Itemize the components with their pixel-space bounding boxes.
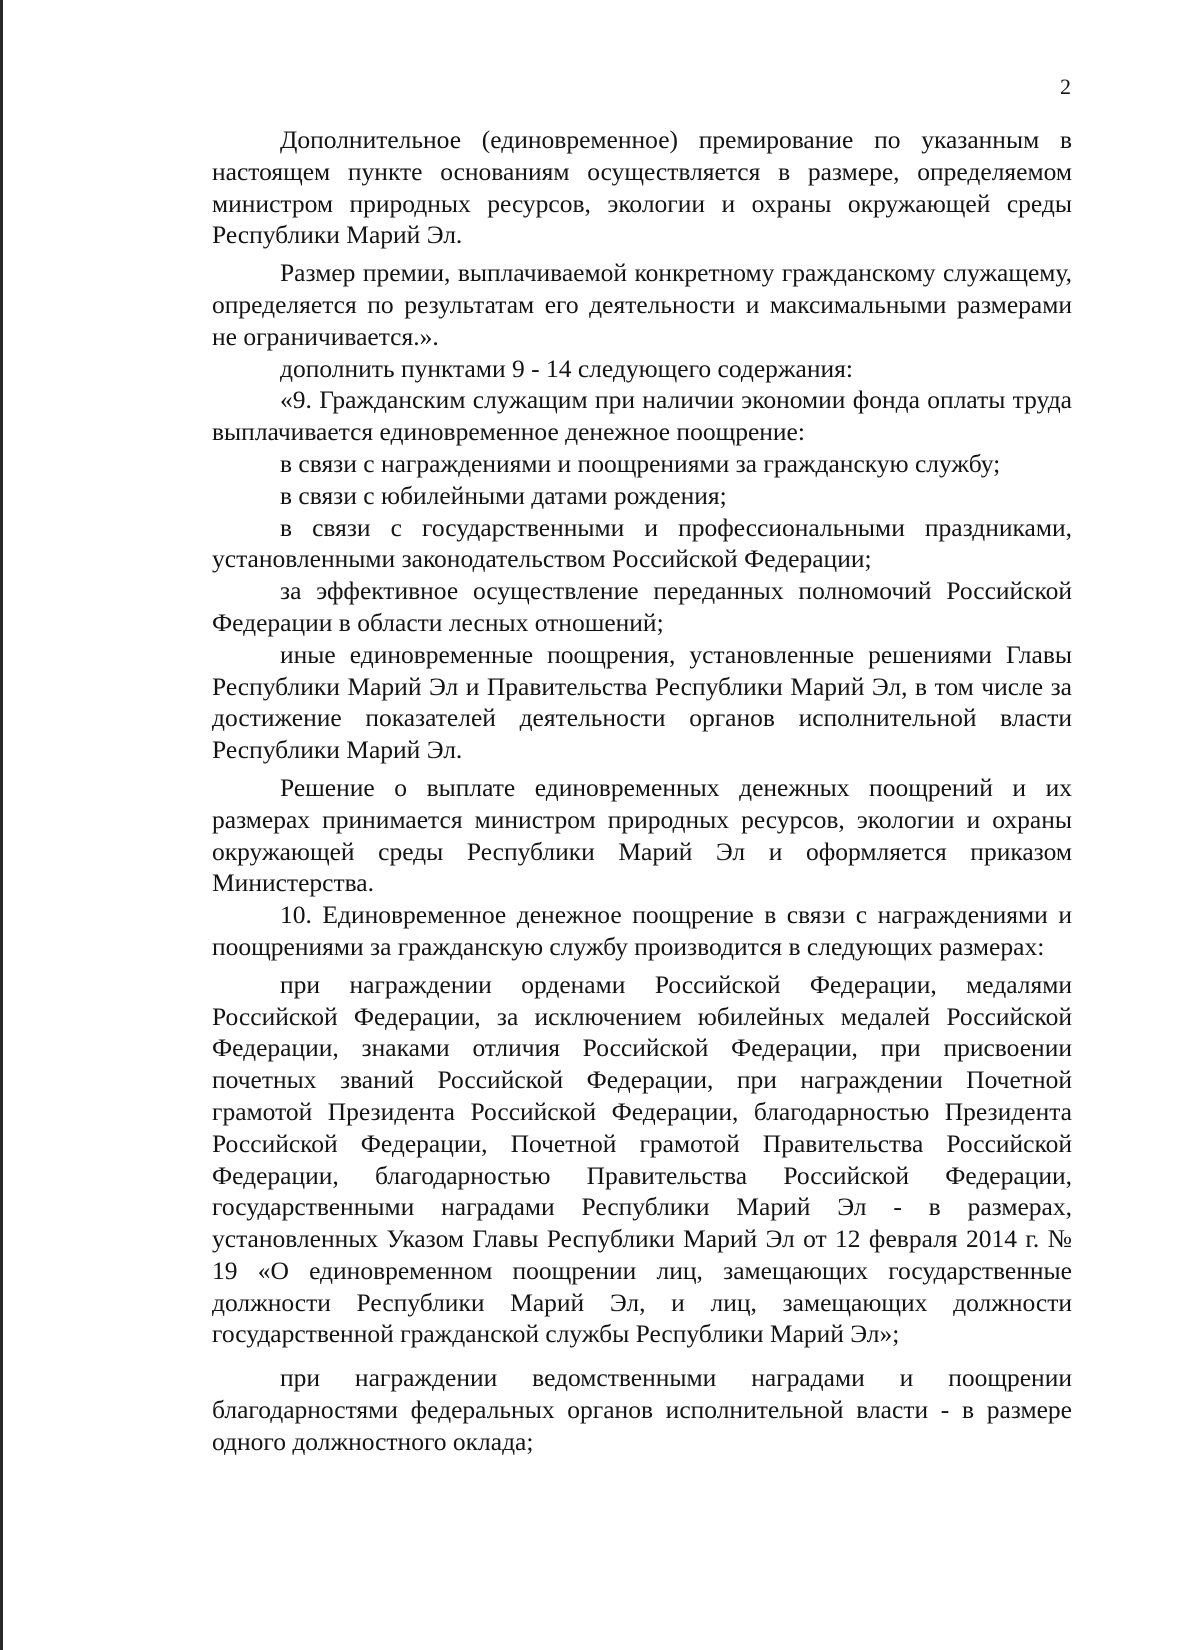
paragraph-bonus-size: Размер премии, выплачиваемой конкретному гражданскому служащему, определяется по результатам его деятельности и максимальными размерами не ограничивается.». <box>212 258 1072 351</box>
paragraph-decision: Решение о выплате единовременных денежных поощрений и их размерах принимается министром природных ресурсов, экологии и охраны окружающей среды Республики Марий Эл и оформляется приказом Министерства. <box>212 772 1072 898</box>
list-item-holidays: в связи с государственными и профессиональными праздниками, установленными законодательством Российской Федерации; <box>212 512 1072 574</box>
paragraph-departmental-awards: при награждении ведомственными наградами и поощрении благодарностями федеральных органов исполнительной власти - в размере одного должностного оклада; <box>212 1363 1072 1456</box>
list-item-awards: в связи с награждениями и поощрениями за гражданскую службу; <box>280 448 1001 478</box>
list-item-forestry: за эффективное осуществление переданных полномочий Российской Федерации в области лесных отношений; <box>212 576 1072 637</box>
paragraph-item-10: 10. Единовременное денежное поощрение в связи с награждениями и поощрениями за гражданскую службу производится в следующих размерах: <box>212 900 1072 961</box>
paragraph-state-awards: при награждении орденами Российской Федерации, медалями Российской Федерации, за исключением юбилейных медалей Российской Федерации, знаками отличия Российской Федерации, при присвоении почетных званий Российской Федерации, при награждении Почетной грамотой Президента Российской Федерации, благодарностью Президента Российской Федерации, Почетной грамотой Правительства Российской Федерации, благодарностью Правительства Российской Федерации, государственными наградами Республики Марий Эл - в размерах, установленных Указом Главы Республики Марий Эл от 12 февраля 2014 г. № 19 «О единовременном поощрении лиц, замещающих государственные должности Республики Марий Эл, и лиц, замещающих должности государственной гражданской службы Республики Марий Эл»; <box>212 969 1072 1349</box>
paragraph-additional-bonus: Дополнительное (единовременное) премирование по указанным в настоящем пункте основаниям осуществляется в размере, определяемом министром природных ресурсов, экологии и охраны окружающей среды Республики Марий Эл. <box>212 125 1072 250</box>
scan-left-edge <box>0 0 3 1650</box>
paragraph-add-items: дополнить пунктами 9 - 14 следующего содержания: <box>280 353 853 383</box>
list-item-other-rewards: иные единовременные поощрения, установленные решениями Главы Республики Марий Эл и Правительства Республики Марий Эл, в том числе за достижение показателей деятельности органов исполнительной власти Республики Марий Эл. <box>212 639 1072 765</box>
page-number: 2 <box>1060 74 1071 99</box>
document-body <box>212 124 1072 1458</box>
list-item-anniversary: в связи с юбилейными датами рождения; <box>280 480 727 510</box>
paragraph-item-9: «9. Гражданским служащим при наличии экономии фонда оплаты труда выплачивается единовременное денежное поощрение: <box>212 385 1072 447</box>
